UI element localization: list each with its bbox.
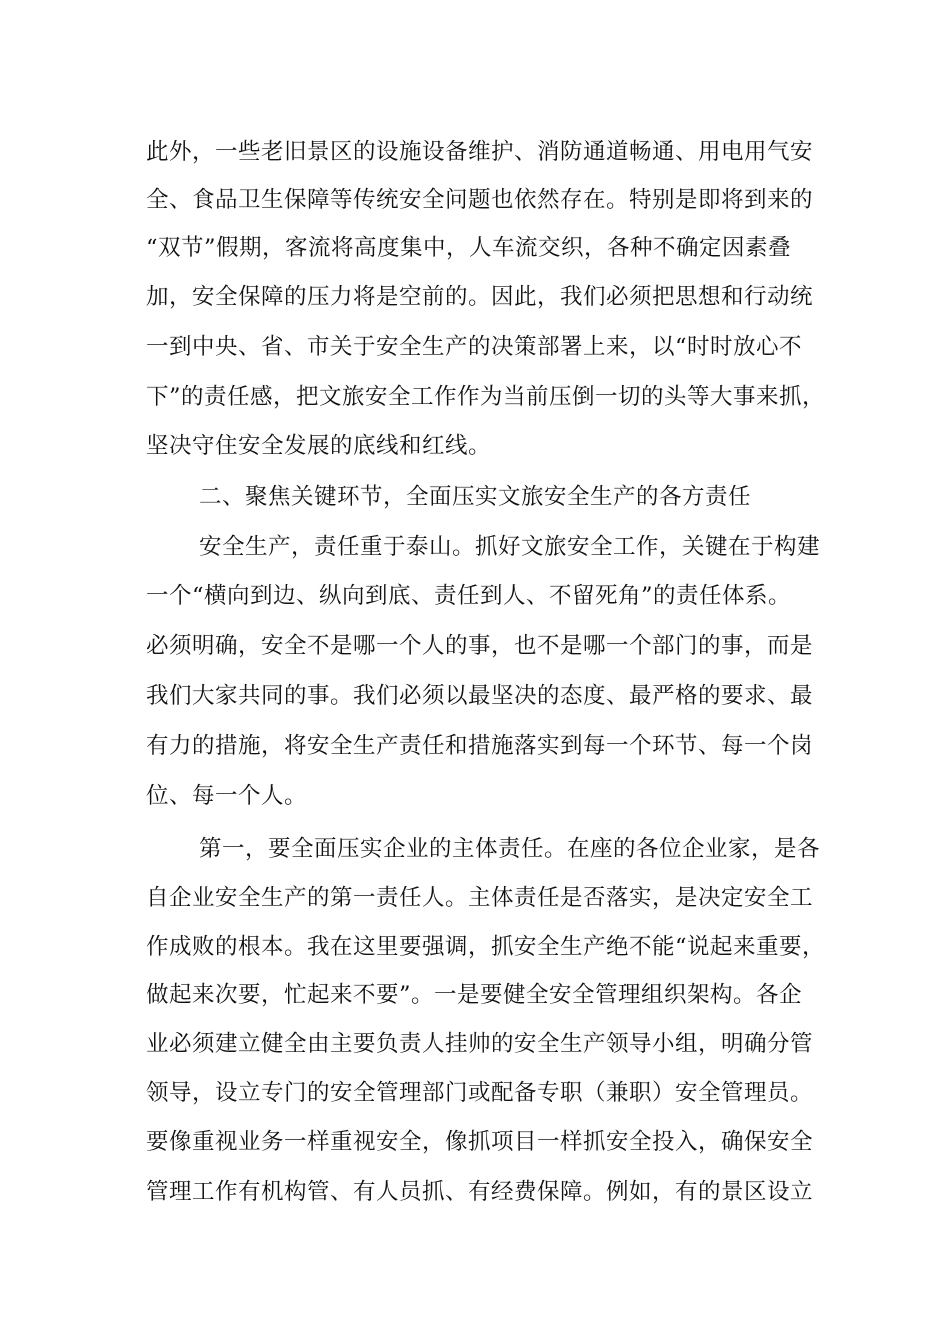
paragraph-3-line-6: 领导，设立专门的安全管理部门或配备专职（兼职）安全管理员。 xyxy=(146,1080,814,1106)
paragraph-2-line-1: 安全生产，责任重于泰山。抓好文旅安全工作，关键在于构建 xyxy=(199,534,821,560)
paragraph-3-line-3: 作成败的根本。我在这里要强调，抓安全生产绝不能“说起来重要， xyxy=(146,934,826,960)
paragraph-1-line-3: “双节”假期，客流将高度集中，人车流交织，各种不确定因素叠 xyxy=(146,235,792,261)
paragraph-3-line-8: 管理工作有机构管、有人员抓、有经费保障。例如，有的景区设立 xyxy=(146,1179,814,1205)
section-heading-2: 二、聚焦关键环节，全面压实文旅安全生产的各方责任 xyxy=(199,484,752,510)
paragraph-3-line-7: 要像重视业务一样重视安全，像抓项目一样抓安全投入，确保安全 xyxy=(146,1129,814,1155)
paragraph-2-line-3: 必须明确，安全不是哪一个人的事，也不是哪一个部门的事，而是 xyxy=(146,633,814,659)
paragraph-1-line-2: 全、食品卫生保障等传统安全问题也依然存在。特别是即将到来的 xyxy=(146,187,814,213)
paragraph-2-line-5: 有力的措施，将安全生产责任和措施落实到每一个环节、每一个岗 xyxy=(146,733,814,759)
paragraph-3-line-5: 业必须建立健全由主要负责人挂帅的安全生产领导小组，明确分管 xyxy=(146,1031,814,1057)
paragraph-1-line-5: 一到中央、省、市关于安全生产的决策部署上来，以“时时放心不 xyxy=(146,334,803,360)
paragraph-2-line-6: 位、每一个人。 xyxy=(146,783,308,809)
paragraph-1-line-4: 加，安全保障的压力将是空前的。因此，我们必须把思想和行动统 xyxy=(146,284,814,310)
paragraph-1-line-1: 此外，一些老旧景区的设施设备维护、消防通道畅通、用电用气安 xyxy=(146,139,814,165)
paragraph-1-line-7: 坚决守住安全发展的底线和红线。 xyxy=(146,433,492,459)
paragraph-2-line-4: 我们大家共同的事。我们必须以最坚决的态度、最严格的要求、最 xyxy=(146,683,814,709)
paragraph-2-line-2: 一个“横向到边、纵向到底、责任到人、不留死角”的责任体系。 xyxy=(146,583,792,609)
paragraph-3-line-4: 做起来次要，忙起来不要”。一是要健全安全管理组织架构。各企 xyxy=(146,982,803,1008)
paragraph-3-line-2: 自企业安全生产的第一责任人。主体责任是否落实，是决定安全工 xyxy=(146,885,814,911)
paragraph-3-line-1: 第一，要全面压实企业的主体责任。在座的各位企业家，是各 xyxy=(199,836,821,862)
paragraph-1-line-6: 下”的责任感，把文旅安全工作作为当前压倒一切的头等大事来抓， xyxy=(146,384,826,410)
